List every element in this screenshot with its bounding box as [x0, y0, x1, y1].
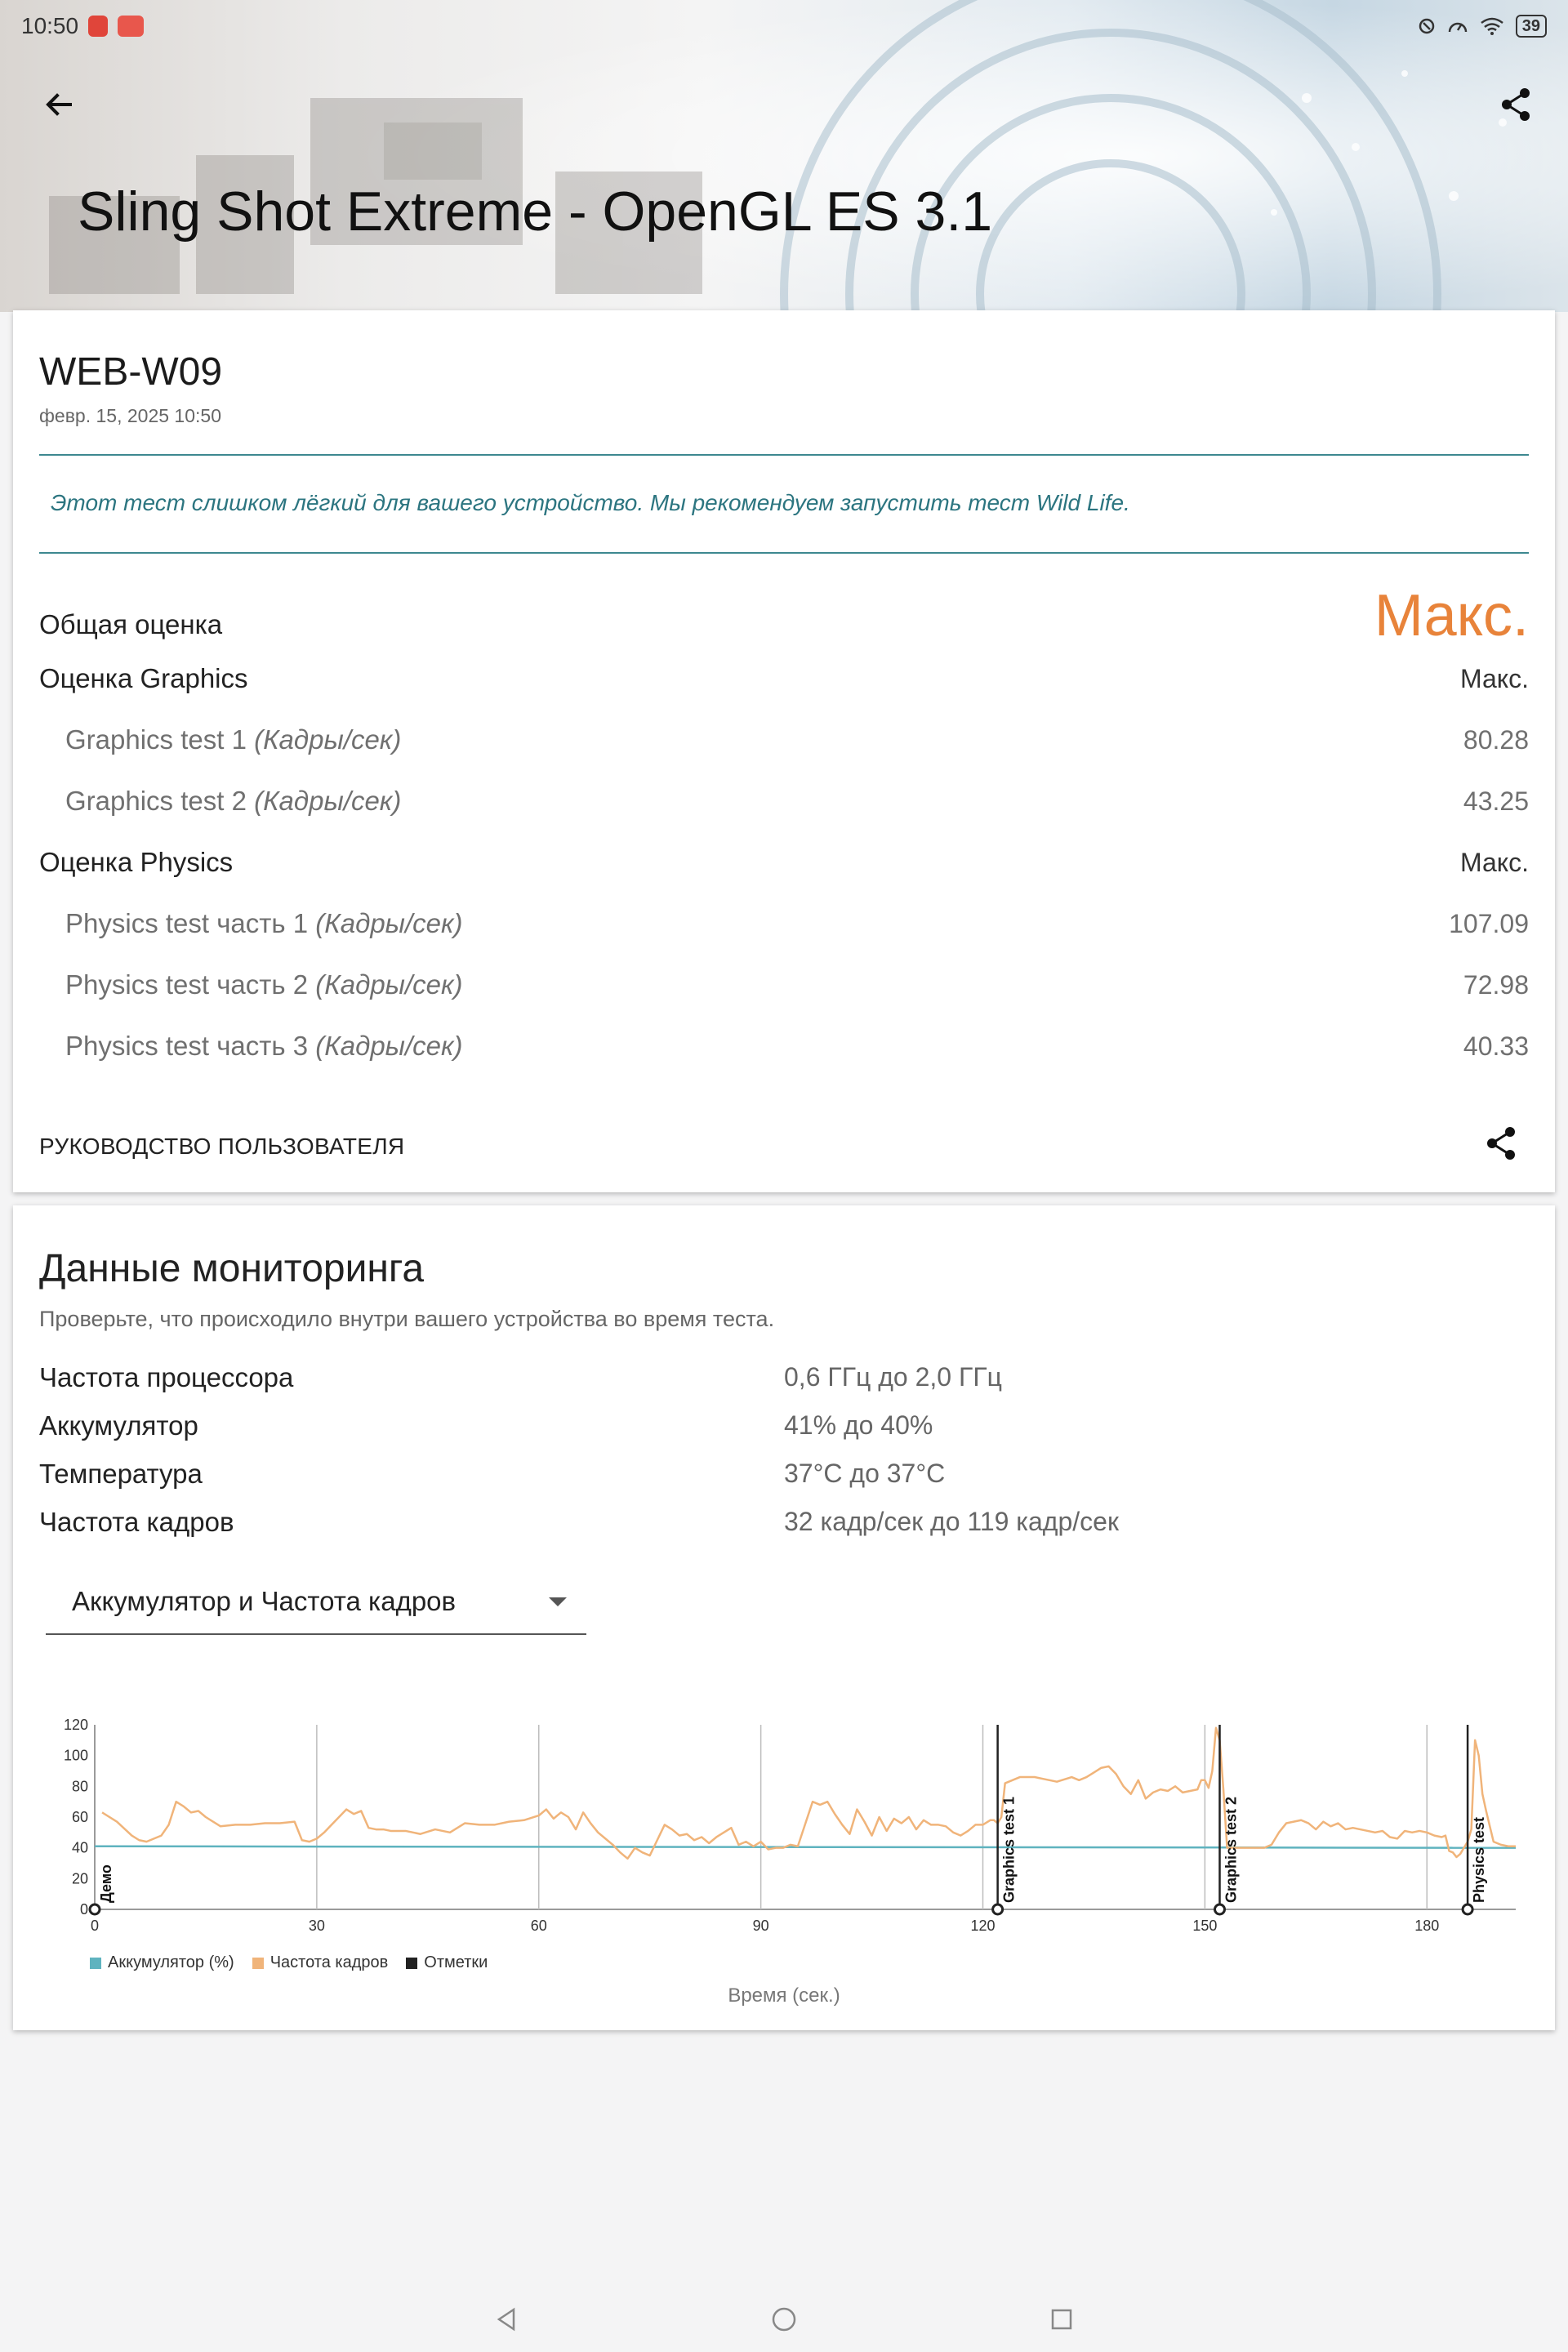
- share-icon: [1499, 87, 1532, 122]
- marker-label: Physics test: [1471, 1816, 1488, 1903]
- legend-swatch: [90, 1958, 101, 1969]
- y-tick-label: 80: [71, 1778, 88, 1795]
- status-bar: [0, 0, 1568, 52]
- graphics-test-label: Graphics test 2 (Кадры/сек): [65, 786, 402, 816]
- recommendation-message: Этот тест слишком лёгкий для вашего устройство. Мы рекомендуем запустить тест Wild Life.: [51, 490, 1130, 515]
- nav-back-icon: [494, 2306, 519, 2332]
- dropdown-arrow-icon: [549, 1597, 567, 1606]
- y-tick-label: 100: [63, 1747, 88, 1764]
- dropdown-selected-value: Аккумулятор и Частота кадров: [72, 1586, 457, 1616]
- x-tick-label: 180: [1414, 1918, 1440, 1934]
- status-bar-left: [21, 13, 144, 39]
- legend-item-fps: [252, 1953, 389, 1972]
- graphics-test-value: 80.28: [1463, 724, 1529, 755]
- fps-series-line: [102, 1728, 1516, 1859]
- legend-swatch: [252, 1958, 264, 1969]
- overall-score-value: Макс.: [1374, 583, 1529, 648]
- nfc-icon: [1418, 17, 1436, 35]
- physics-test-label: Physics test часть 3 (Кадры/сек): [65, 1031, 463, 1061]
- marker-label: Graphics test 2: [1223, 1796, 1240, 1903]
- x-tick-label: 60: [530, 1918, 547, 1934]
- frame-rate-label: Частота кадров: [39, 1507, 234, 1537]
- graphics-score-value: Макс.: [1459, 663, 1529, 693]
- marker-label: Демо: [98, 1864, 114, 1903]
- y-tick-label: 0: [79, 1901, 88, 1918]
- temperature-label: Температура: [39, 1459, 203, 1489]
- marker-point: [1215, 1904, 1225, 1914]
- monitoring-card: [13, 1205, 1555, 2030]
- page-title: Sling Shot Extreme - OpenGL ES 3.1: [78, 180, 993, 243]
- x-tick-label: 30: [308, 1918, 325, 1934]
- legend-item-marks: [406, 1953, 488, 1972]
- share-result-button[interactable]: [1480, 1122, 1522, 1165]
- graphics-test-row: [39, 786, 1529, 817]
- marker-point: [1463, 1904, 1472, 1914]
- arrow-back-icon: [42, 88, 75, 121]
- physics-score-label: Оценка Physics: [39, 847, 234, 877]
- y-tick-label: 20: [71, 1870, 88, 1887]
- x-tick-label: 120: [970, 1918, 996, 1934]
- graphics-test-label: Graphics test 1 (Кадры/сек): [65, 724, 402, 755]
- physics-test-value: 107.09: [1449, 908, 1529, 938]
- monitoring-chart: [46, 1700, 1532, 1945]
- marker-point: [90, 1904, 100, 1914]
- graphics-test-row: [39, 724, 1529, 755]
- speed-icon: [1447, 17, 1468, 35]
- legend-item-battery: [90, 1953, 234, 1972]
- x-tick-label: 150: [1192, 1918, 1218, 1934]
- app-notification-icon: [88, 16, 108, 37]
- nav-recents-button[interactable]: [1045, 2303, 1078, 2336]
- divider: [39, 552, 1529, 554]
- nav-home-icon: [770, 2305, 798, 2333]
- physics-score-value: Макс.: [1459, 847, 1529, 877]
- wifi-icon: [1480, 17, 1504, 35]
- marker-point: [993, 1904, 1003, 1914]
- chart-metric-dropdown[interactable]: [46, 1579, 586, 1635]
- graphics-score-label: Оценка Graphics: [39, 663, 248, 693]
- physics-test-value: 72.98: [1463, 969, 1529, 1000]
- status-time: 10:50: [21, 13, 79, 38]
- divider: [39, 454, 1529, 456]
- x-tick-label: 0: [90, 1918, 100, 1934]
- chart-legend: [90, 1953, 494, 1972]
- physics-test-row: [39, 1031, 1529, 1062]
- legend-swatch: [406, 1958, 417, 1969]
- status-bar-right: [1418, 15, 1547, 38]
- y-tick-label: 60: [71, 1809, 88, 1825]
- share-button[interactable]: [1493, 82, 1539, 127]
- share-icon: [1485, 1125, 1517, 1161]
- user-guide-link[interactable]: РУКОВОДСТВО ПОЛЬЗОВАТЕЛЯ: [39, 1134, 405, 1159]
- frame-rate-value: 32 кадр/сек до 119 кадр/сек: [784, 1507, 1119, 1536]
- y-tick-label: 40: [71, 1839, 88, 1856]
- x-tick-label: 90: [752, 1918, 769, 1934]
- graphics-test-value: 43.25: [1463, 786, 1529, 816]
- monitoring-title: Данные мониторинга: [39, 1247, 425, 1290]
- physics-test-label: Physics test часть 2 (Кадры/сек): [65, 969, 463, 1000]
- device-name: WEB-W09: [39, 350, 223, 394]
- battery-series-line: [95, 1846, 1516, 1848]
- legend-label: Отметки: [424, 1953, 488, 1971]
- legend-label: Частота кадров: [270, 1953, 389, 1971]
- nav-back-button[interactable]: [490, 2303, 523, 2336]
- legend-label: Аккумулятор (%): [108, 1953, 234, 1971]
- physics-test-row: [39, 969, 1529, 1000]
- result-card: [13, 310, 1555, 1192]
- system-navigation-bar: [0, 2287, 1568, 2352]
- app-notification-icon: [118, 16, 144, 37]
- y-tick-label: 120: [63, 1717, 88, 1733]
- cpu-frequency-value: 0,6 ГГц до 2,0 ГГц: [784, 1362, 1002, 1392]
- cpu-frequency-label: Частота процессора: [39, 1362, 294, 1392]
- nav-home-button[interactable]: [768, 2303, 800, 2336]
- overall-score-row: [39, 577, 1529, 655]
- battery-indicator: 39: [1516, 15, 1547, 38]
- physics-test-label: Physics test часть 1 (Кадры/сек): [65, 908, 463, 938]
- x-axis-title: Время (сек.): [728, 1984, 840, 2007]
- physics-score-row: [39, 847, 1529, 878]
- overall-score-label: Общая оценка: [39, 609, 223, 639]
- temperature-value: 37°C до 37°C: [784, 1459, 946, 1488]
- graphics-score-row: [39, 663, 1529, 694]
- physics-test-row: [39, 908, 1529, 939]
- marker-label: Graphics test 1: [1000, 1796, 1018, 1903]
- monitoring-subtitle: Проверьте, что происходило внутри вашего устройства во время теста.: [39, 1307, 775, 1331]
- physics-test-value: 40.33: [1463, 1031, 1529, 1061]
- test-date: февр. 15, 2025 10:50: [39, 405, 221, 426]
- battery-label: Аккумулятор: [39, 1410, 198, 1441]
- back-button[interactable]: [36, 82, 82, 127]
- nav-recents-icon: [1049, 2307, 1074, 2332]
- battery-value: 41% до 40%: [784, 1410, 933, 1440]
